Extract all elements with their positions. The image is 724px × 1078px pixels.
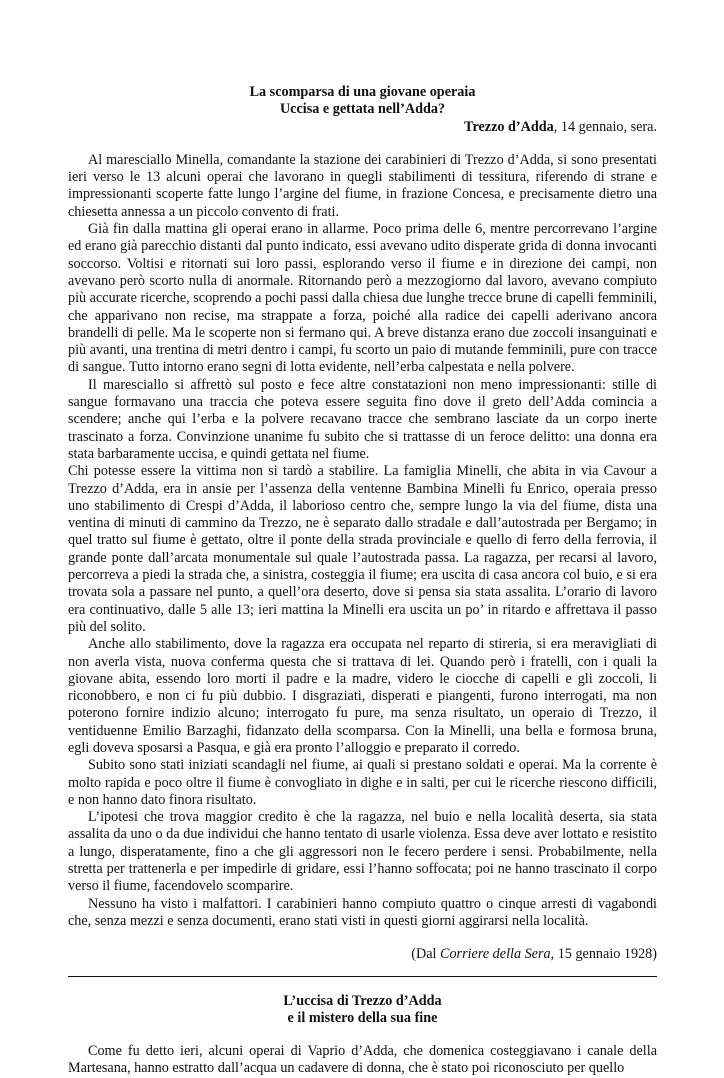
source-open: (Dal bbox=[411, 946, 440, 963]
article-1-paragraph-5: Anche allo stabilimento, dove la ragazza era occupata nel reparto di stireria, si era meravigliati di non averla vista, nuova conferma questa che si trattava di lei. Quando però i fratelli, con i quali la giovane abita, essendo loro morti il padre e la madre, videro le ciocche di capelli e gli zoccoli, li riconobbero, e non ci fu più dubbio. I disgraziati, disperati e piangenti, furono interrogati, ma non poterono fornire indizio alcuno; interrogato fu pure, ma senza risultato, un operaio di Trezzo, il ventiduenne Emilio Barzaghi, fidanzato della scomparsa. Con la Minelli, una bella e formosa bruna, egli doveva sposarsi a Pasqua, e già era pronto l’alloggio e preparato il corredo. bbox=[68, 636, 657, 756]
article-1-paragraph-2: Già fin dalla mattina gli operai erano in allarme. Poco prima delle 6, mentre percorrevano l’argine ed erano già parecchio distanti dal punto indicato, essi avevano udito disperate grida di donna invocanti soccorso. Voltisi e ritornati sui loro passi, esplorando verso il fiume e in direzione dei campi, non avevano però scorto nulla di anormale. Ritornando però a mezzogiorno dal lavoro, avevano compiuto più accurate ricerche, scoprendo a pochi passi dalla chiesa due lunghe trecce brune di capelli femminili, che apparivano non recise, ma strappate a forza, poiché alla radice dei capelli aderivano ancora brandelli di pelle. Ma le scoperte non si fermano qui. A breve distanza erano due zoccoli insanguinati e più avanti, una trentina di metri dentro i campi, fu scorto un paio di mutande femminili, pure con tracce di sangue. Tutto intorno erano segni di lotta evidente, nell’erba calpestata e nella polvere. bbox=[68, 221, 657, 376]
article-1-paragraph-4: Chi potesse essere la vittima non si tardò a stabilire. La famiglia Minelli, che abita in via Cavour a Trezzo d’Adda, era in ansie per l’assenza della ventenne Bambina Minelli fu Enrico, operaia presso uno stabilimento di Crespi d’Adda, il laborioso centro che, sempre lungo la via del fiume, dista una ventina di minuti di cammino da Trezzo, ne è separato dallo stradale e dall’autostrada per Bergamo; in quel tratto sul fiume è gettato, oltre il ponte della strada provinciale e quello di ferro della ferrovia, il grande ponte dall’arcata monumentale sul quale l’autostrada passa. La ragazza, per recarsi al lavoro, percorreva a piedi la strada che, a sinistra, costeggia il fiume; era uscita di casa ancora col buio, e si era trovata sola a passare nel punto, a quell’ora deserto, dove si pensa sia stata assalita. L’orario di lavoro era continuativo, dalle 5 alle 13; ieri mattina la Minelli era uscita un po’ in ritardo e affrettava il passo più del solito. bbox=[68, 463, 657, 635]
article-1-title-line-1: La scomparsa di una giovane operaia bbox=[249, 84, 476, 100]
article-1-paragraph-8: Nessuno ha visto i malfattori. I carabinieri hanno compiuto quattro o cinque arresti di vagabondi che, senza mezzi e senza documenti, erano stati visti in questi giorni aggirarsi nella località. bbox=[68, 895, 657, 929]
article-1-paragraph-7: L’ipotesi che trova maggior credito è che la ragazza, nel buio e nella località deserta, sia stata assalita da uno o da due individui che hanno tentato di usarle violenza. Essa deve aver lottato e resistito a lungo, disperatamente, fino a che gli aggressori non le fecero perdere i sensi. Probabilmente, nella stretta per trattenerla e per impedirle di gridare, essi l’hanno soffocata; poi ne hanno trascinato il corpo verso il fiume, facendovelo scomparire. bbox=[68, 809, 657, 895]
article-1-dateline bbox=[68, 119, 657, 136]
dateline-date: , 14 gennaio, sera. bbox=[553, 118, 657, 135]
section-divider bbox=[68, 976, 657, 977]
article-1-paragraph-1: Al maresciallo Minella, comandante la stazione dei carabinieri di Trezzo d’Adda, si sono presentati ieri verso le 13 alcuni operai che lavorano in quegli stabilimenti di tessitura, riferendo di strane e impressionanti scoperte fatte lungo l’argine del fiume, in frazione Concesa, e precisamente dietro una chiesetta annessa a un piccolo convento di frati. bbox=[68, 151, 657, 220]
document-page bbox=[68, 84, 657, 1078]
article-2-title-line-1: L’uccisa di Trezzo d’Adda bbox=[283, 992, 442, 1009]
article-1-source-citation bbox=[68, 946, 657, 963]
article-2-title-line-2: e il mistero della sua fine bbox=[287, 1009, 438, 1026]
article-1 bbox=[68, 84, 657, 964]
source-newspaper: Corriere della Sera bbox=[440, 946, 551, 963]
article-2-paragraph-1: Come fu detto ieri, alcuni operai di Vaprio d’Adda, che domenica costeggiavano i canale della Martesana, hanno estratto dall’acqua un cadavere di donna, che è stato poi riconosciuto per quello bbox=[68, 1043, 657, 1077]
article-1-title-line-2: Uccisa e gettata nell’Adda? bbox=[279, 101, 446, 118]
dateline-place: Trezzo d’Adda bbox=[464, 118, 554, 135]
article-2 bbox=[68, 993, 657, 1078]
source-close: , 15 gennaio 1928) bbox=[550, 946, 657, 963]
article-1-paragraph-6: Subito sono stati iniziati scandagli nel fiume, ai quali si prestano soldati e operai. Ma la corrente è molto rapida e poco oltre il fiume è convogliato in dighe e in salti, per cui le ricerche riescono difficili, e non hanno dato finora risultato. bbox=[68, 757, 657, 808]
article-1-paragraph-3: Il maresciallo si affrettò sul posto e fece altre constatazioni non meno impressionanti: stille di sangue formavano una traccia che poteva essere seguita fino dove il greto dell’Adda comincia a scendere; anche qui l’erba e la polvere recavano tracce che sembrano lasciate da un corpo inerte trascinato a forza. Convinzione unanime fu subito che si trattasse di un feroce delitto: una donna era stata barbaramente uccisa, e quindi gettata nel fiume. bbox=[68, 376, 657, 462]
